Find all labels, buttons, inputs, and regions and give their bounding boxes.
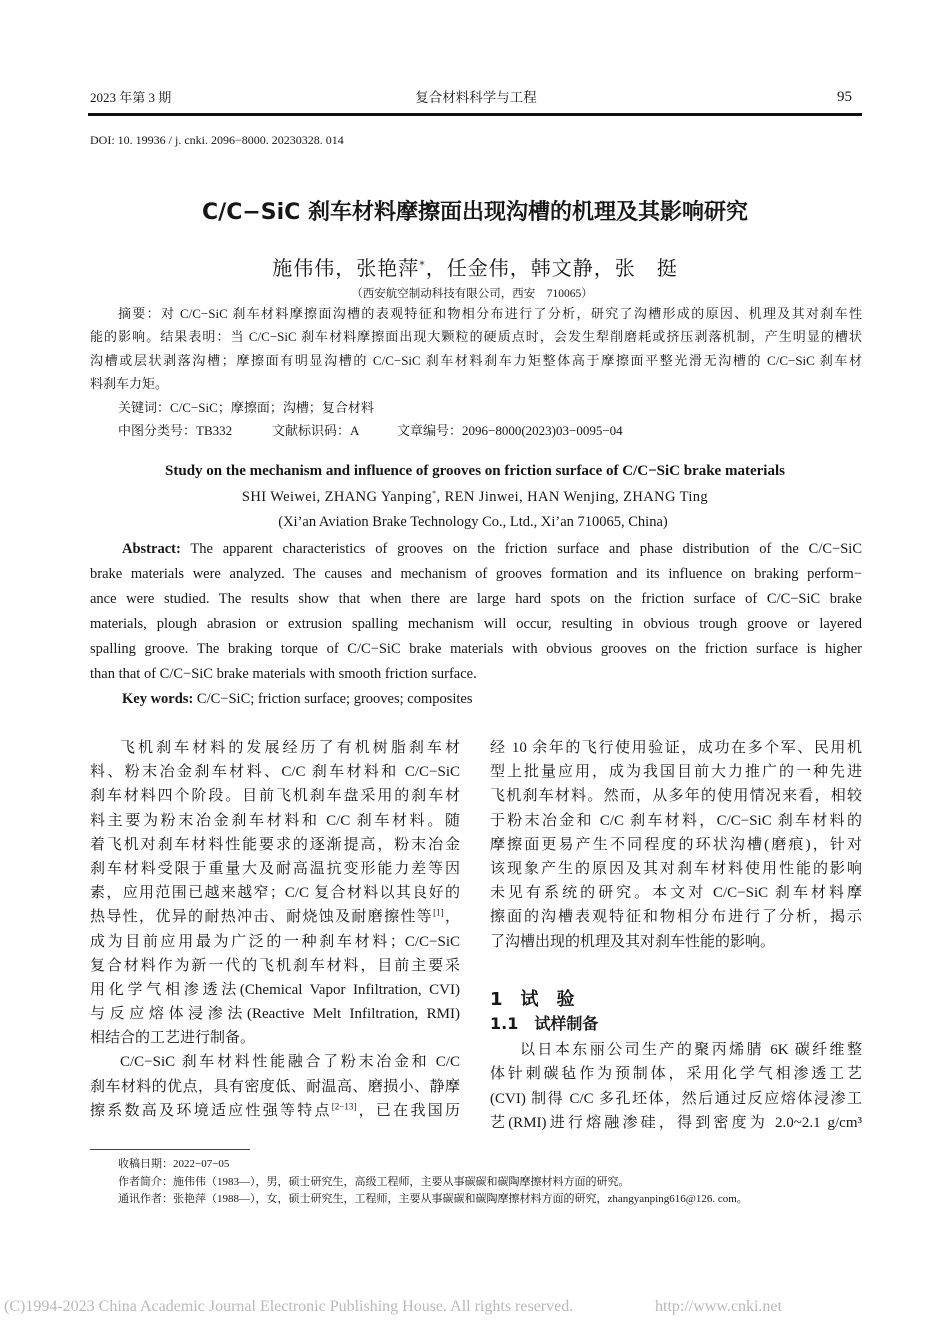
body-line: 用化学气相渗透法(Chemical Vapor Infiltration, CVI) [90,981,460,998]
body-line: 体针刺碳毡作为预制体，采用化学气相渗透工艺 [490,1066,862,1083]
running-header [90,88,862,108]
footnote-rule [90,1149,250,1150]
body-column-left [90,736,460,1123]
body-line: 擦面的沟槽表观特征和物相分布进行了分析，揭示 [490,909,862,926]
body-line: 未见有系统的研究。本文对 C/C−SiC 刹车材料摩 [490,885,862,902]
abstract-line: spalling groove. The braking torque of C/C−SiC brake materials with obvious grooves on the friction surface is higher [90,640,862,657]
authors-chinese [0,254,950,282]
body-column-right-section [490,1038,862,1135]
line-text: ，已在我国历 [356,1102,460,1119]
body-line: 料、粉末冶金刹车材料、C/C 刹车材料和 C/C−SiC [90,764,460,781]
body-line: 与反应熔体浸渗法(Reactive Melt Infiltration, RMI) [90,1006,460,1023]
body-line: 经 10 余年的飞行使用验证，成功在多个军、民用机 [490,740,862,756]
abstract-line: 能的影响。结果表明：当 C/C−SiC 刹车材料摩擦面出现大颗粒的硬质点时，会发生犁削磨耗或挤压剥落机制，产生明显的槽状 [90,329,862,345]
line-text: The apparent characteristics of grooves on the friction surface and phase distribution of the C/C−SiC [180,540,862,557]
author-names: ，任金伟，韩文静，张 挺 [425,256,678,280]
header-rule [88,113,862,116]
keywords-label: 关键词： [118,401,171,416]
keywords-text: C/C−SiC; friction surface; grooves; composites [193,690,473,707]
author-names: , REN Jinwei, HAN Wenjing, ZHANG Ting [436,489,709,505]
body-line: 艺(RMI)进行熔融渗硅，得到密度为 2.0~2.1 g/cm³ [490,1114,862,1131]
body-line: 飞机刹车材料的发展经历了有机树脂刹车材 [120,740,460,756]
abstract-label: Abstract: [122,540,181,557]
abstract-line: 料刹车力矩。 [90,376,169,392]
author-names: 施伟伟，张艳萍 [272,256,420,280]
abstract-label: 摘要： [118,307,162,322]
abstract-english [90,537,862,687]
keywords-label: Key words: [122,690,194,707]
body-line: 以日本东丽公司生产的聚丙烯腈 6K 碳纤维整 [520,1042,862,1058]
classification-line [118,419,718,443]
affiliation-english: (Xi’an Aviation Brake Technology Co., Ltd., Xi’an 710065, China) [278,514,668,530]
abstract-line: ance were studied. The results show that when there are large hard spots on the friction surface of C/C−SiC brake [90,590,862,607]
body-line [90,905,460,929]
cnki-url: http://www.cnki.net [655,1298,782,1315]
keywords-chinese [118,396,374,420]
citation-superscript: [2−13] [331,1101,357,1112]
corresponding-author-mark: * [419,258,426,272]
document-code-label: 文献标识码： [272,423,351,438]
body-line: 料主要为粉末冶金刹车材料和 C/C 刹车材料。随 [90,812,460,829]
copyright-text: (C)1994-2023 China Academic Journal Electronic Publishing House. All rights reserved. [4,1298,574,1315]
body-line: C/C−SiC 刹车材料性能融合了粉末冶金和 C/C [120,1054,460,1071]
footnote-received-date: 收稿日期：2022−07−05 [118,1158,230,1170]
abstract-line: materials, plough abrasion or extrusion spalling mechanism will occur, resulting in obvious trough groove or layered [90,615,862,632]
body-line: 复合材料作为新一代的飞机刹车材料，目前主要采 [90,957,460,974]
line-text: ， [443,909,460,926]
doi: DOI: 10. 19936 / j. cnki. 2096−8000. 20230328. 014 [90,133,344,147]
corresponding-author-mark: * [432,489,437,499]
section-heading: 1 试 验 [490,989,575,1010]
line-text: 擦系数高及环境适应性强等特点 [90,1102,332,1119]
body-line: 摩擦面更易产生不同程度的环状沟槽(磨痕)，针对 [490,836,862,853]
abstract-line [90,302,862,325]
citation-superscript: [1] [433,907,444,918]
body-line: 刹车材料的优点，具有密度低、耐温高、磨损小、静摩 [90,1078,460,1095]
body-line: 成为目前应用最为广泛的一种刹车材料；C/C−SiC [90,933,460,950]
author-names: SHI Weiwei, ZHANG Yanping [241,489,433,505]
body-line [90,1099,460,1123]
body-line: 飞机刹车材料。然而，从多年的使用情况来看，相较 [490,788,862,805]
body-line: 型上批量应用，成为我国目前大力推广的一种先进 [490,764,862,781]
article-number-label: 文章编号： [397,423,463,438]
article-number [397,419,623,442]
journal-issue: 2023 年第 3 期 [90,90,172,105]
body-line: 刹车材料四个阶段。目前飞机刹车盘采用的刹车材 [90,788,460,805]
body-line: 于粉末冶金和 C/C 刹车材料，C/C−SiC 刹车材料的 [490,812,862,829]
document-code-value: A [350,423,360,438]
copyright-watermark [4,1296,804,1318]
journal-name: 复合材料科学与工程 [415,90,537,105]
abstract-chinese [90,302,862,396]
authors-english [0,486,950,508]
body-line: 刹车材料受限于重量大及耐高温抗变形能力差等因 [90,860,460,877]
body-line: 该现象产生的原因及其对刹车材料使用性能的影响 [490,860,862,877]
body-line: (CVI) 制得 C/C 多孔坯体，然后通过反应熔体浸渗工 [490,1090,862,1107]
line-text: 热导性，优异的耐热冲击、耐烧蚀及耐磨擦性等 [90,909,434,926]
document-code [272,419,359,442]
body-line: 了沟槽出现的机理及其对刹车性能的影响。 [490,933,776,950]
footnote-author-bio: 作者简介：施伟伟（1983—），男，硕士研究生，高级工程师，主要从事碳碳和碳陶摩擦材料方面的研究。 [118,1175,630,1188]
keywords-english [122,687,473,712]
keywords-text: C/C−SiC；摩擦面；沟槽；复合材料 [170,400,374,415]
title-english: Study on the mechanism and influence of grooves on friction surface of C/C−SiC brake materials [165,463,785,479]
clc-label: 中图分类号： [118,423,197,438]
abstract-line [90,537,862,562]
footnotes [118,1156,862,1209]
body-line: 素，应用范围已越来越窄；C/C 复合材料以其良好的 [90,885,460,902]
body-line: 相结合的工艺进行制备。 [90,1030,256,1047]
affiliation-chinese: （西安航空制动科技有限公司，西安 710065） [351,288,593,300]
body-line: 着飞机对刹车材料性能要求的逐渐提高，粉末冶金 [90,836,460,853]
abstract-line: brake materials were analyzed. The causes and mechanism of grooves formation and its influence on braking perform− [90,565,862,582]
clc-value: TB332 [196,423,233,438]
abstract-line: than that of C/C−SiC brake materials with smooth friction surface. [90,665,477,682]
footnote-corresponding-author: 通讯作者：张艳萍（1988—），女，硕士研究生，工程师，主要从事碳碳和碳陶摩擦材料方面的研究，zhangyanping616@126. com。 [118,1193,748,1205]
title-chinese: C/C−SiC 刹车材料摩擦面出现沟槽的机理及其影响研究 [202,200,748,225]
subsection-heading: 1.1 试样制备 [490,1014,599,1033]
body-column-right [490,736,862,954]
line-text: 对 C/C−SiC 刹车材料摩擦面沟槽的表观特征和物相分布进行了分析，研究了沟槽形成的原因、机理及其对刹车性 [161,306,862,321]
clc-number [118,419,232,442]
page-number: 95 [837,89,852,105]
article-number-value: 2096−8000(2023)03−0095−04 [462,423,623,438]
abstract-line: 沟槽或层状剥落沟槽；摩擦面有明显沟槽的 C/C−SiC 刹车材料刹车力矩整体高于摩擦面平整光滑无沟槽的 C/C−SiC 刹车材 [90,352,862,368]
